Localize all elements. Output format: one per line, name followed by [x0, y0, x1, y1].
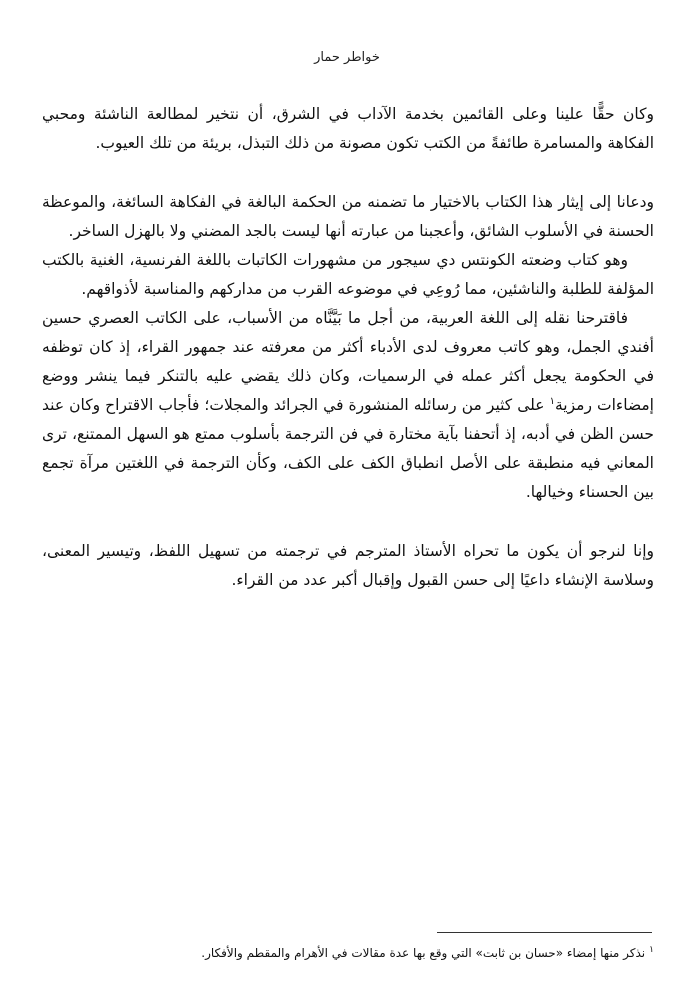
paragraph-4-part-1: فاقترحنا نقله إلى اللغة العربية، من أجل ما بَيَّنَّاه من الأسباب، على الكاتب العصري حسين أفندي الجمل، وهو كاتب معروف لدى الأدباء أكثر من معرفته عند جمهور القراء، إذ كان توظفه في الحكومة يجعل أكثر عمله في الرسميات، وكان ذلك يقضي عليه بالتنكر فيما ينشر ووضع إمضاءات رمزية	[42, 309, 654, 414]
paragraph-4-part-2: على كثير من رسائله المنشورة في الجرائد والمجلات؛ فأجاب الاقتراح وكان عند حسن الظن في أدبه، إذ أتحفنا بآية مختارة في فن الترجمة بأسلوب ممتع هو السهل الممتنع، ترى المعاني فيه منطبقة على الأصل انطباق الكف على الكف، وكأن الترجمة في اللغتين مرآة تجمع بين الحسناء وخيالها.	[42, 396, 654, 501]
running-header: خواطر حمار	[314, 50, 380, 65]
footnote	[42, 944, 654, 962]
footnote-mark: ١	[649, 945, 654, 955]
paragraph-gap	[42, 158, 654, 188]
paragraph-2: ودعانا إلى إيثار هذا الكتاب بالاختيار ما تضمنه من الحكمة البالغة في الفكاهة السائغة، والموعظة الحسنة في الأسلوب الشائق، وأعجبنا من عبارته أنها ليست بالجد المضني ولا بالهزل الساخر.	[42, 193, 654, 240]
footnote-reference[interactable]: ١	[549, 395, 555, 407]
body-text	[42, 100, 654, 595]
footnote-divider	[437, 932, 652, 933]
paragraph-3: وهو كتاب وضعته الكونتس دي سيجور من مشهورات الكاتبات باللغة الفرنسية، الغنية بالكتب المؤلفة للطلبة والناشئين، مما رُوعِي في موضوعه القرب من مداركهم والمناسبة لأذواقهم.	[42, 251, 654, 298]
paragraph-1: وكان حقًّا علينا وعلى القائمين بخدمة الآداب في الشرق، أن نتخير لمطالعة الناشئة ومحبي الفكاهة والمسامرة طائفةً من الكتب تكون مصونة من ذلك التبذل، بريئة من تلك العيوب.	[42, 105, 654, 152]
paragraph-5: وإنا لنرجو أن يكون ما تحراه الأستاذ المترجم في ترجمته من تسهيل اللفظ، وتيسير المعنى، وسلاسة الإنشاء داعيًا إلى حسن القبول وإقبال أكبر عدد من القراء.	[42, 542, 654, 589]
paragraph-4	[42, 304, 654, 507]
footnote-text: نذكر منها إمضاء «حسان بن ثابت» التي وقع بها عدة مقالات في الأهرام والمقطم والأفكار.	[201, 946, 646, 960]
paragraph-gap	[42, 507, 654, 537]
